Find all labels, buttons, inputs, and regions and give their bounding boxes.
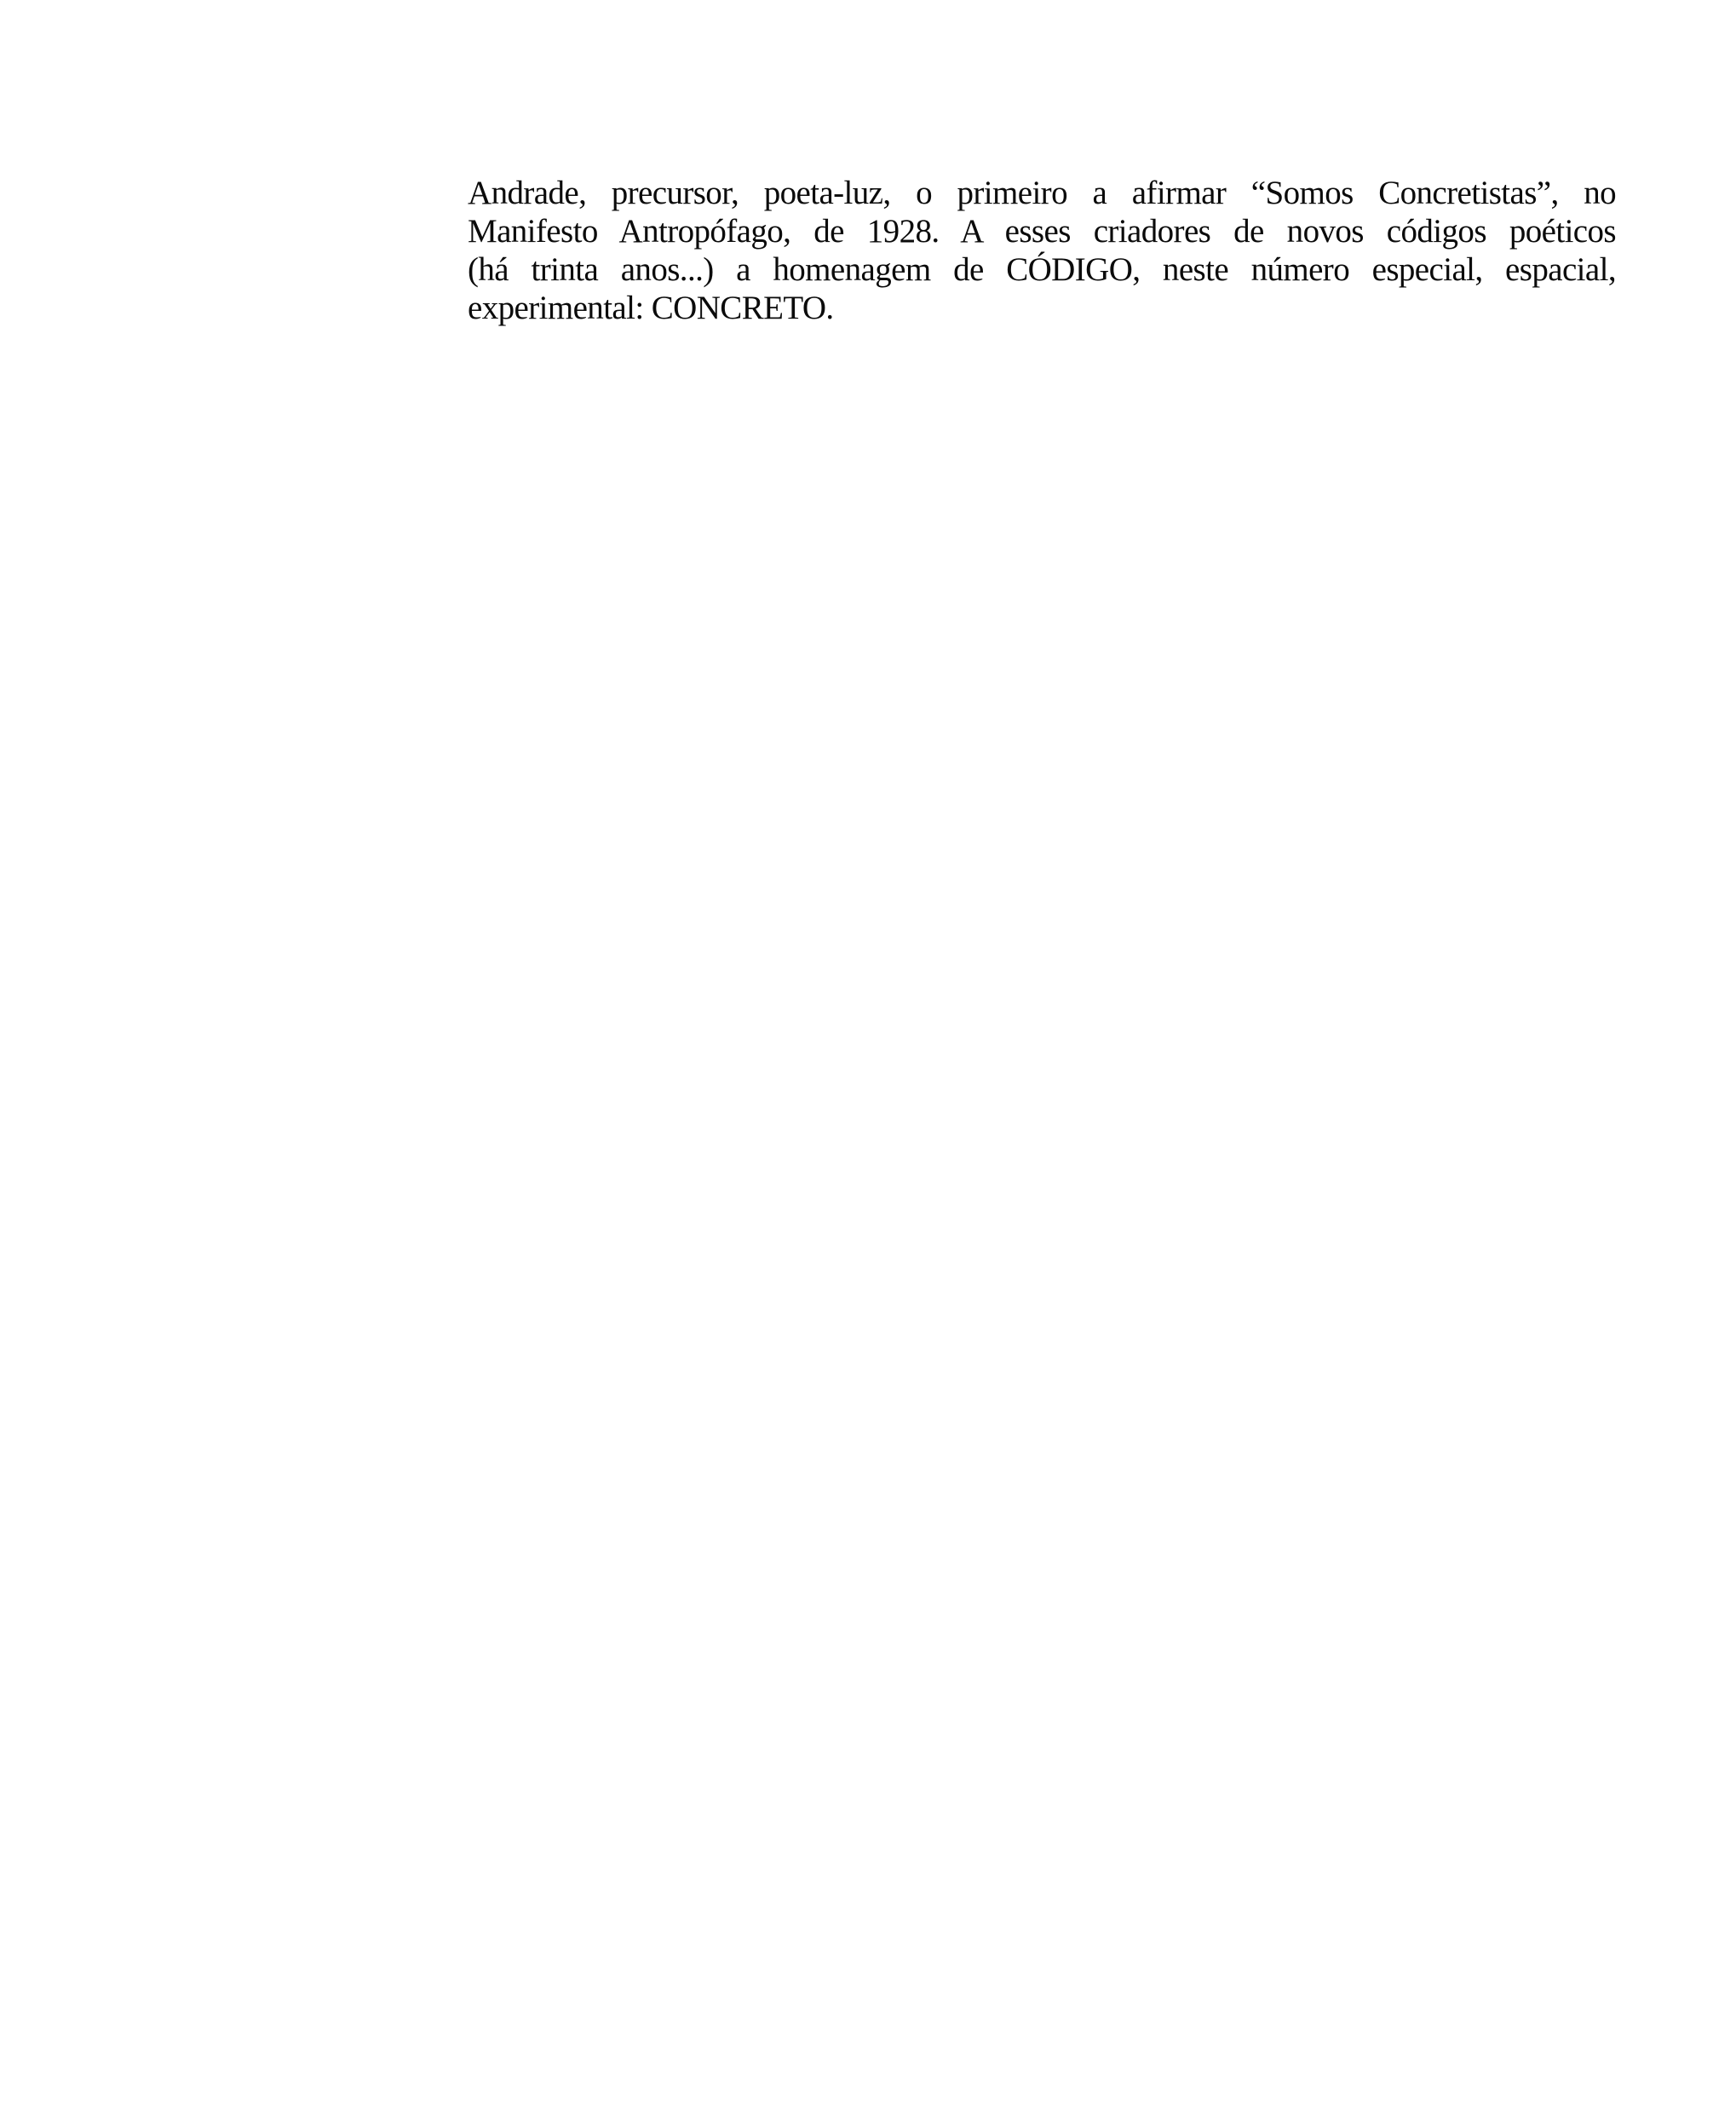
paragraph-line: Andrade, precursor, poeta-luz, o primeiro a afirmar “Somos Concretistas”, no (468, 175, 1616, 211)
paragraph (468, 174, 1616, 327)
paragraph-line: experimental: CONCRETO. (468, 290, 834, 326)
paragraph-line: Manifesto Antropófago, de 1928. A esses criadores de novos códigos poéticos (468, 213, 1616, 250)
paragraph-line: (há trinta anos...) a homenagem de CÓDIGO, neste número especial, espacial, (468, 251, 1616, 288)
